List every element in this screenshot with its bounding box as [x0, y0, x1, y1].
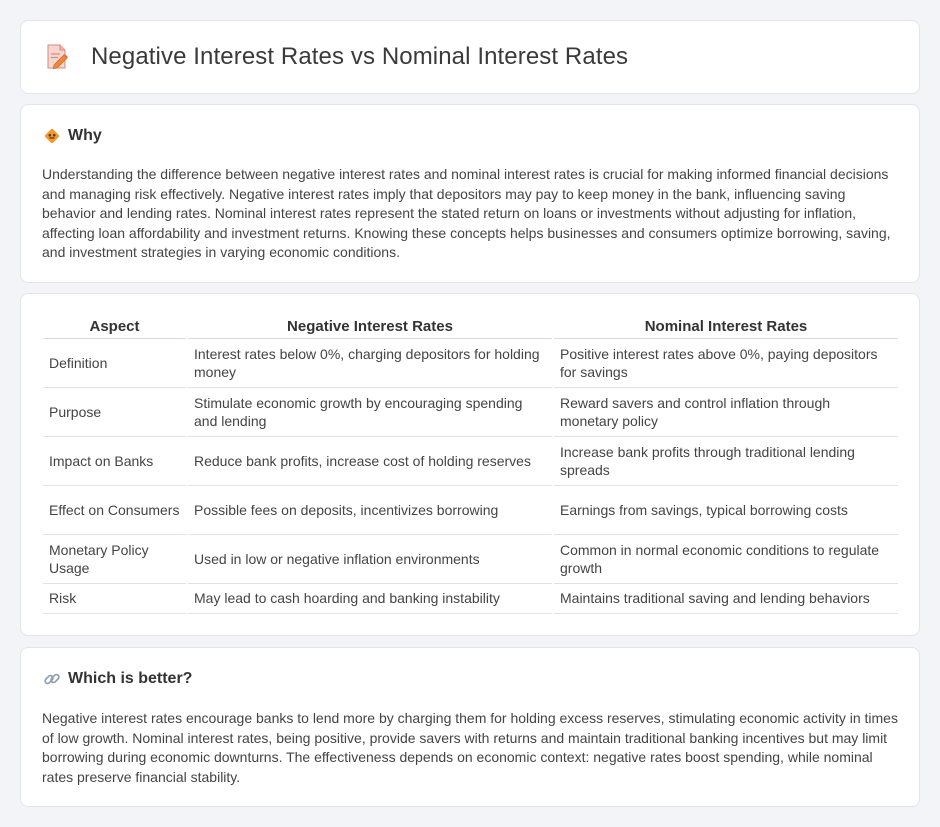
header-nominal: Nominal Interest Rates	[553, 316, 898, 338]
row-nominal: Earnings from savings, typical borrowing costs	[553, 485, 898, 534]
comparison-table	[43, 316, 898, 614]
title-row	[45, 43, 628, 71]
table-row	[43, 387, 898, 436]
comparison-card	[20, 293, 920, 636]
row-aspect: Impact on Banks	[43, 436, 187, 485]
title-card	[20, 20, 920, 94]
page-title: Negative Interest Rates vs Nominal Interest Rates	[91, 43, 629, 70]
row-aspect: Monetary Policy Usage	[43, 534, 187, 583]
why-body: Understanding the difference between negative interest rates and nominal interest rates is crucial for making informed financial decisions and managing risk effectively. Negative interest rates imply that depositors may pay to keep money in the bank, influencing saving behavior and lending rates. Nominal interest rates represent the stated return on loans or investments without adjusting for inflation, affecting loan affordability and investment returns. Knowing these concepts helps businesses and consumers optimize borrowing, saving, and investment strategies in varying economic conditions.	[42, 166, 891, 261]
table-row	[43, 485, 898, 534]
header-aspect: Aspect	[43, 316, 187, 338]
row-negative: Interest rates below 0%, charging depositors for holding money	[187, 338, 553, 387]
why-heading: Why	[68, 127, 102, 144]
table-row	[43, 534, 898, 583]
table-row	[43, 338, 898, 387]
row-nominal: Increase bank profits through traditional lending spreads	[553, 436, 898, 485]
row-negative: Used in low or negative inflation environments	[187, 534, 553, 583]
row-nominal: Reward savers and control inflation through monetary policy	[553, 387, 898, 436]
row-nominal: Positive interest rates above 0%, paying depositors for savings	[553, 338, 898, 387]
row-aspect: Definition	[43, 338, 187, 387]
document-pencil-icon	[45, 43, 69, 71]
table-row	[43, 436, 898, 485]
table-header-row	[43, 316, 898, 338]
row-negative: May lead to cash hoarding and banking instability	[187, 583, 553, 613]
row-aspect: Effect on Consumers	[43, 485, 187, 534]
better-body: Negative interest rates encourage banks to lend more by charging them for holding excess reserves, stimulating economic activity in times of low growth. Nominal interest rates, being positive, provide savers with returns and maintain traditional banking incentives but may limit borrowing during economic downturns. The effectiveness depends on economic context: negative rates boost spending, while nominal rates preserve financial stability.	[42, 710, 898, 785]
better-header	[43, 670, 192, 688]
link-icon	[43, 670, 61, 688]
header-negative: Negative Interest Rates	[187, 316, 553, 338]
diamond-sign-icon	[43, 127, 61, 145]
why-card	[20, 104, 920, 283]
better-heading: Which is better?	[68, 670, 193, 687]
which-better-card	[20, 647, 920, 807]
row-nominal: Maintains traditional saving and lending behaviors	[553, 583, 898, 613]
table-row	[43, 583, 898, 613]
row-nominal: Common in normal economic conditions to regulate growth	[553, 534, 898, 583]
row-aspect: Purpose	[43, 387, 187, 436]
why-header	[43, 127, 102, 145]
row-negative: Reduce bank profits, increase cost of holding reserves	[187, 436, 553, 485]
row-negative: Possible fees on deposits, incentivizes borrowing	[187, 485, 553, 534]
row-negative: Stimulate economic growth by encouraging spending and lending	[187, 387, 553, 436]
row-aspect: Risk	[43, 583, 187, 613]
